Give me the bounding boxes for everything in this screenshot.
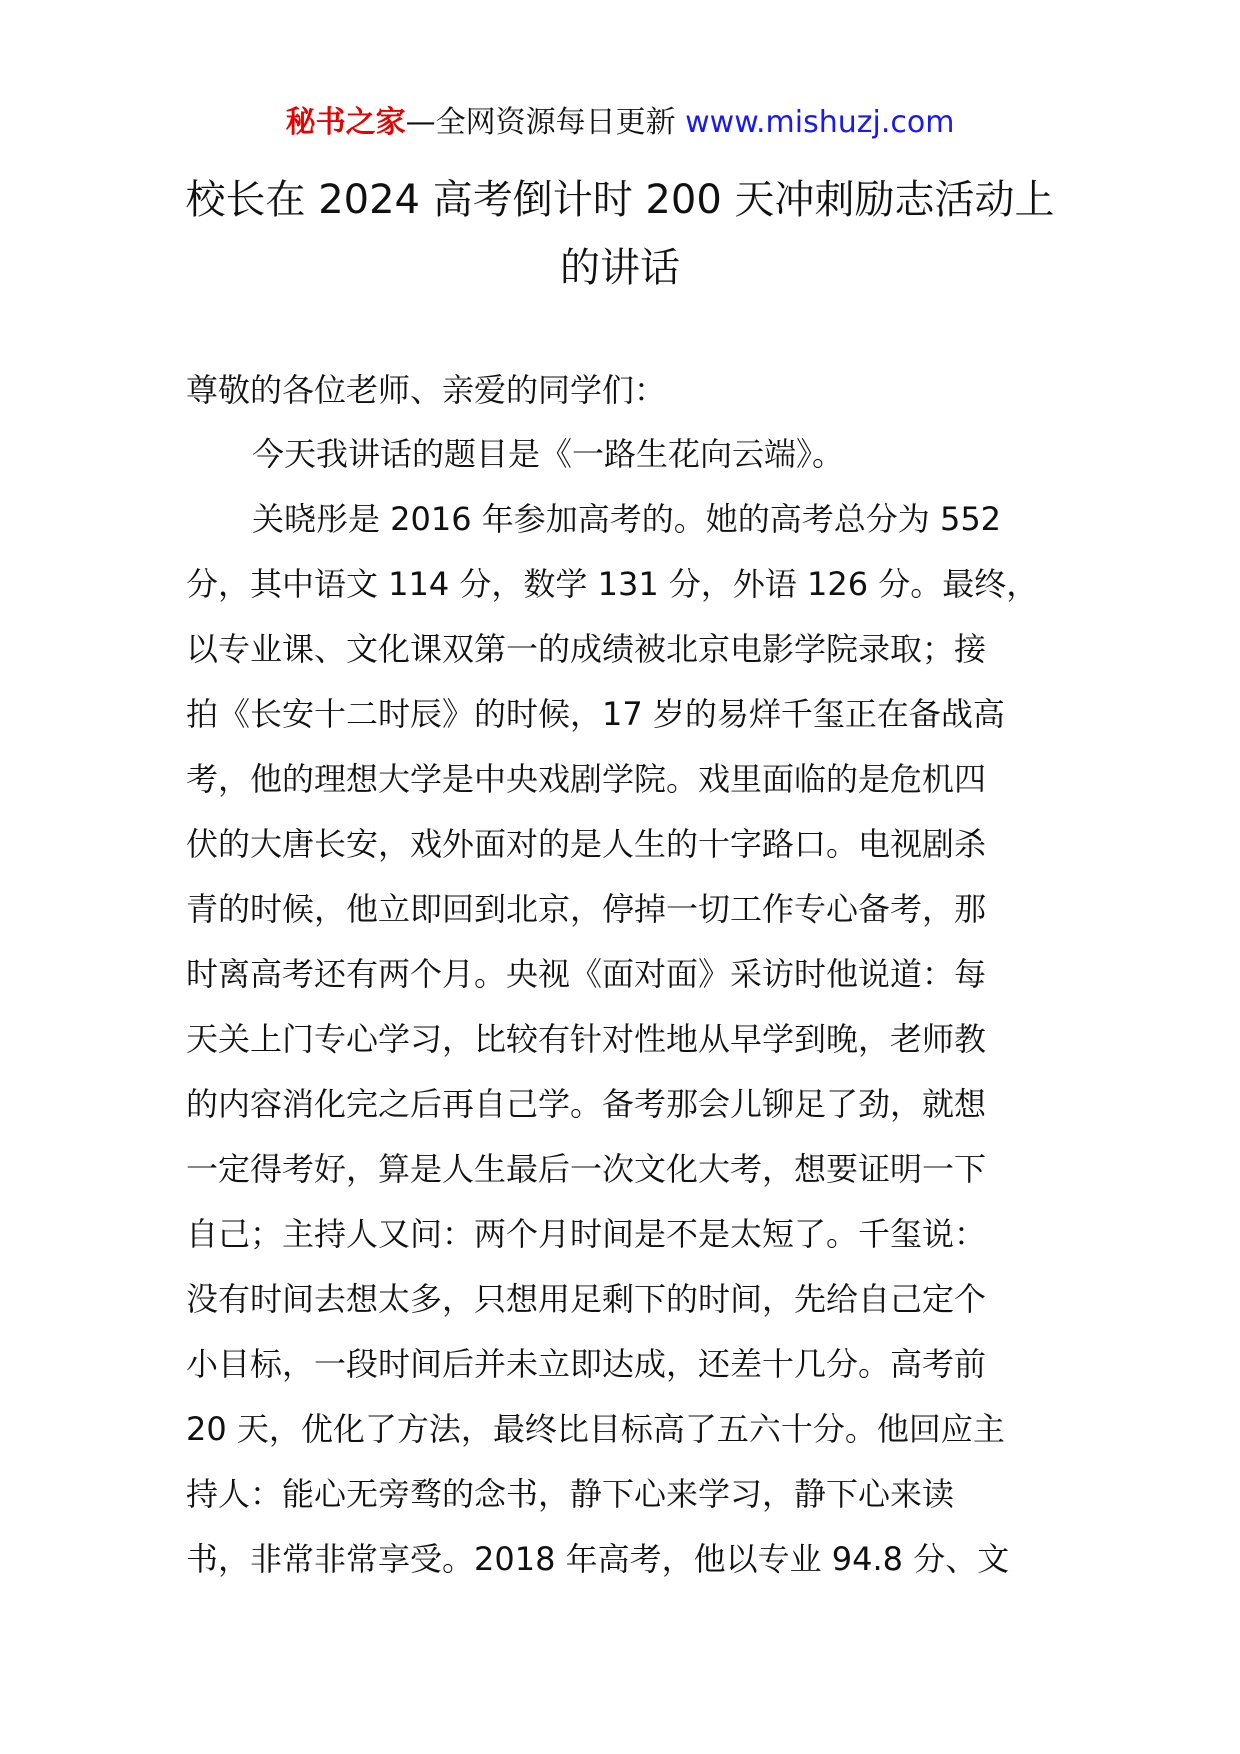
header-tagline: —全网资源每日更新 xyxy=(405,105,676,140)
title-line: 校长在 2024 高考倒计时 200 天冲刺励志活动上 xyxy=(185,177,1055,223)
speech-topic xyxy=(186,422,1056,487)
paragraph-line: 拍《长安十二时辰》的时候，17 岁的易烊千玺正在备战高 xyxy=(186,695,1005,733)
paragraph-line: 青的时候，他立即回到北京，停掉一切工作专心备考，那 xyxy=(186,890,987,928)
site-url-link[interactable]: www.mishuzj.com xyxy=(685,105,955,140)
paragraph-line: 没有时间去想太多，只想用足剩下的时间，先给自己定个 xyxy=(186,1280,987,1318)
salutation xyxy=(186,358,1056,423)
body-paragraph xyxy=(186,487,1056,1592)
salutation-text: 尊敬的各位老师、亲爱的同学们： xyxy=(186,371,667,409)
brand-name: 秘书之家 xyxy=(285,105,406,140)
paragraph-line: 小目标，一段时间后并未立即达成，还差十几分。高考前 xyxy=(186,1345,987,1383)
paragraph-line: 分，其中语文 114 分，数学 131 分，外语 126 分。最终， xyxy=(186,565,1039,603)
paragraph-line: 的内容消化完之后再自己学。备考那会儿铆足了劲，就想 xyxy=(186,1085,987,1123)
paragraph-line: 20 天，优化了方法，最终比目标高了五六十分。他回应主 xyxy=(186,1410,1005,1448)
paragraph-line: 关晓彤是 2016 年参加高考的。她的高考总分为 552 xyxy=(252,500,1002,538)
paragraph-line: 时离高考还有两个月。央视《面对面》采访时他说道：每 xyxy=(186,955,987,993)
paragraph-line: 伏的大唐长安，戏外面对的是人生的十字路口。电视剧杀 xyxy=(186,825,987,863)
topic-text: 今天我讲话的题目是《一路生花向云端》。 xyxy=(252,435,845,473)
document-title xyxy=(180,166,1060,302)
paragraph-line: 一定得考好，算是人生最后一次文化大考，想要证明一下 xyxy=(186,1150,987,1188)
title-line: 的讲话 xyxy=(560,245,680,291)
paragraph-line: 自己；主持人又问：两个月时间是不是太短了。千玺说： xyxy=(186,1215,987,1253)
paragraph-line: 持人：能心无旁骛的念书，静下心来学习，静下心来读 xyxy=(186,1475,955,1513)
paragraph-line: 书，非常非常享受。2018 年高考，他以专业 94.8 分、文 xyxy=(186,1540,1010,1578)
site-header xyxy=(0,100,1240,146)
paragraph-line: 考，他的理想大学是中央戏剧学院。戏里面临的是危机四 xyxy=(186,760,987,798)
paragraph-line: 天关上门专心学习，比较有针对性地从早学到晚，老师教 xyxy=(186,1020,987,1058)
paragraph-line: 以专业课、文化课双第一的成绩被北京电影学院录取；接 xyxy=(186,630,987,668)
